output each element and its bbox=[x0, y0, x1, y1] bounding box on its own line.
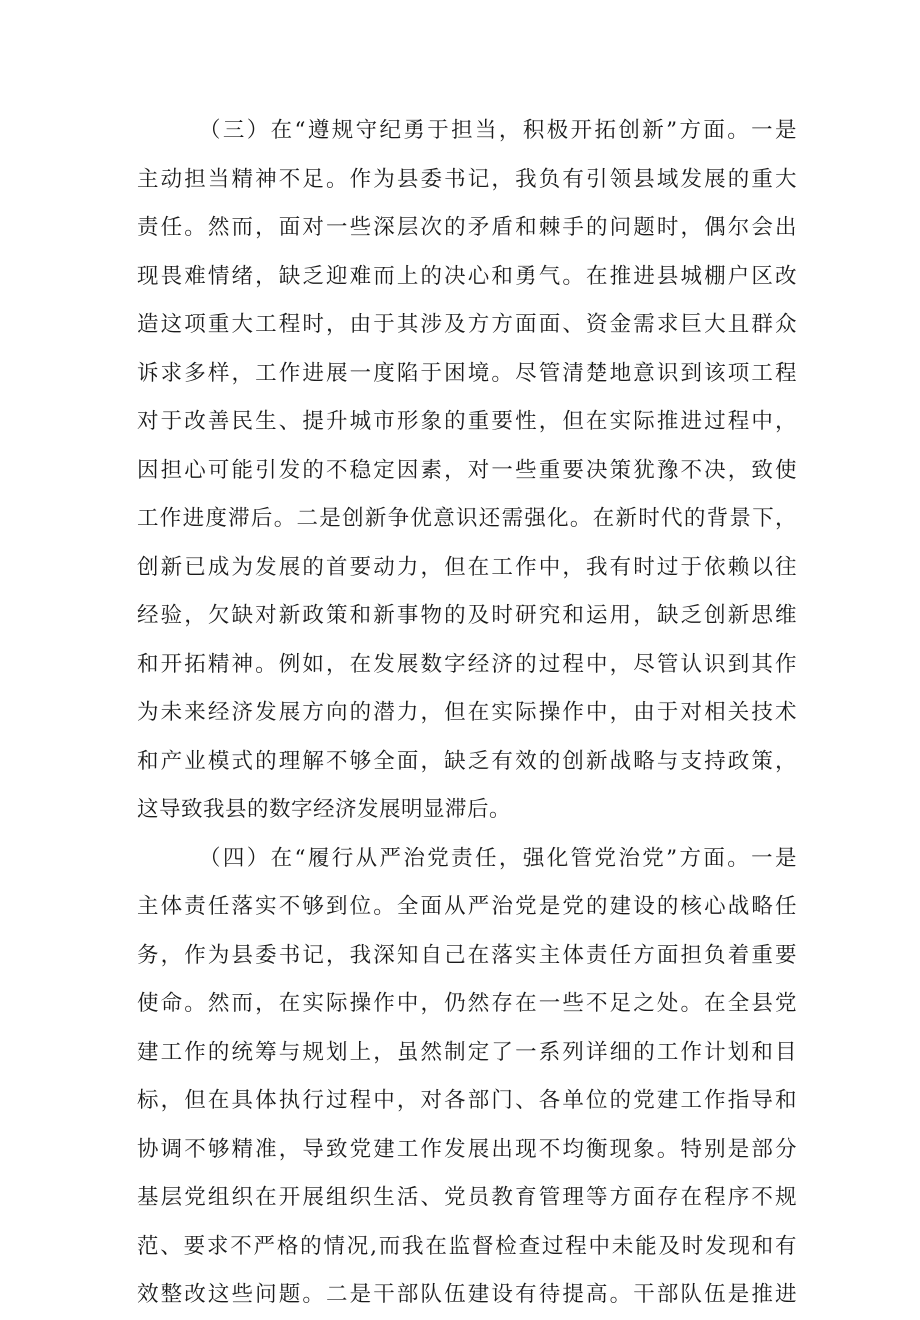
text-line: 为未来经济发展方向的潜力，但在实际操作中，由于对相关技术 bbox=[137, 700, 797, 725]
text-line: 务，作为县委书记，我深知自己在落实主体责任方面担负着重要 bbox=[137, 942, 797, 968]
paragraph-section-3 bbox=[137, 107, 797, 835]
text-line: （四）在“履行从严治党责任，强化管党治党”方面。一是 bbox=[199, 845, 797, 871]
text-line: 对于改善民生、提升城市形象的重要性，但在实际推进过程中， bbox=[137, 409, 797, 434]
text-line: 协调不够精准，导致党建工作发展出现不均衡现象。特别是部分 bbox=[137, 1136, 797, 1162]
text-line: 责任。然而，面对一些深层次的矛盾和棘手的问题时，偶尔会出 bbox=[137, 215, 797, 240]
text-line: 因担心可能引发的不稳定因素，对一些重要决策犹豫不决，致使 bbox=[137, 457, 797, 483]
text-line: 诉求多样，工作进展一度陷于困境。尽管清楚地意识到该项工程 bbox=[137, 360, 797, 386]
text-line: 使命。然而，在实际操作中，仍然存在一些不足之处。在全县党 bbox=[137, 991, 797, 1016]
text-line: 造这项重大工程时，由于其涉及方方面面、资金需求巨大且群众 bbox=[137, 312, 797, 337]
text-line: 效整改这些问题。二是干部队伍建设有待提高。干部队伍是推进 bbox=[137, 1282, 797, 1307]
text-line: 建工作的统筹与规划上，虽然制定了一系列详细的工作计划和目 bbox=[137, 1039, 797, 1065]
text-line: （三）在“遵规守纪勇于担当，积极开拓创新”方面。一是 bbox=[199, 118, 797, 143]
text-line: 工作进度滞后。二是创新争优意识还需强化。在新时代的背景下， bbox=[137, 506, 797, 531]
paragraph-section-4 bbox=[137, 835, 797, 1320]
text-line: 现畏难情绪，缺乏迎难而上的决心和勇气。在推进县城棚户区改 bbox=[137, 263, 797, 289]
text-line: 标，但在具体执行过程中，对各部门、各单位的党建工作指导和 bbox=[137, 1088, 797, 1113]
text-line: 和开拓精神。例如，在发展数字经济的过程中，尽管认识到其作 bbox=[137, 651, 797, 677]
document-body bbox=[137, 107, 797, 1320]
text-line: 基层党组织在开展组织生活、党员教育管理等方面存在程序不规 bbox=[137, 1185, 797, 1210]
text-line: 这导致我县的数字经济发展明显滞后。 bbox=[137, 797, 512, 822]
text-line: 主体责任落实不够到位。全面从严治党是党的建设的核心战略任 bbox=[137, 894, 797, 919]
text-line: 经验，欠缺对新政策和新事物的及时研究和运用，缺乏创新思维 bbox=[137, 603, 797, 628]
text-line: 创新已成为发展的首要动力，但在工作中，我有时过于依赖以往 bbox=[137, 554, 797, 580]
text-line: 主动担当精神不足。作为县委书记，我负有引领县域发展的重大 bbox=[137, 166, 797, 192]
text-line: 和产业模式的理解不够全面，缺乏有效的创新战略与支持政策， bbox=[137, 748, 797, 774]
text-line: 范、要求不严格的情况,而我在监督检查过程中未能及时发现和有 bbox=[137, 1233, 797, 1259]
